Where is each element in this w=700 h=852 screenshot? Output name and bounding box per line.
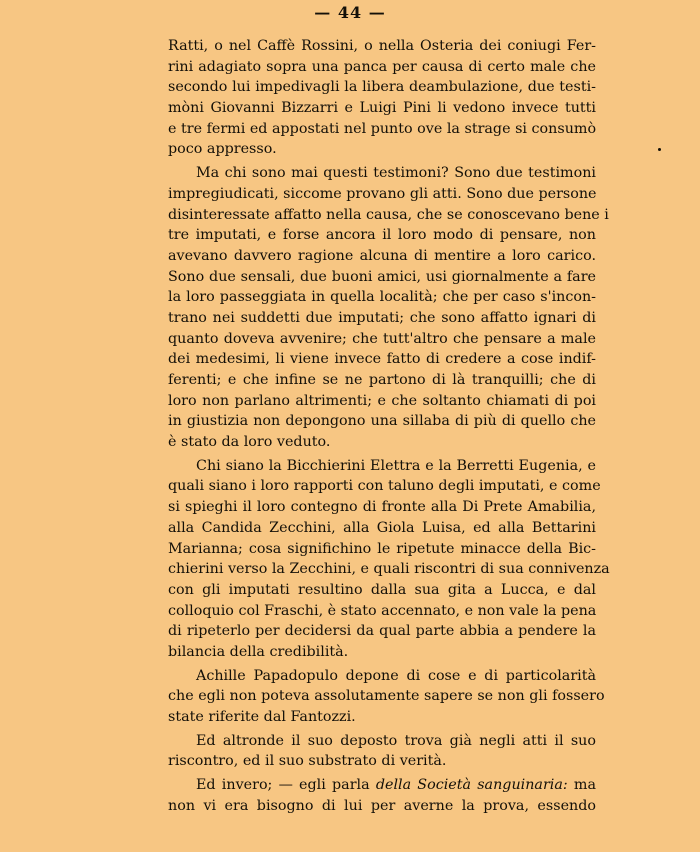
text-line: state riferite dal Fantozzi. — [168, 709, 356, 725]
text-line: Ma chi sono mai questi testimoni? Sono due testimoni — [196, 165, 596, 182]
text-line: trano nei suddetti due imputati; che sono affatto ignari di — [168, 309, 596, 326]
page-number: — 44 — — [314, 3, 386, 22]
italic-phrase: della Società sanguinaria: — [375, 777, 568, 794]
text-line: Ratti, o nel Caffè Rossini, o nella Osteria dei coniugi Fer- — [168, 38, 596, 54]
text-line: bilancia della credibilità. — [168, 643, 349, 660]
text-line: ferenti; e che infine se ne partono di là tranquilli; che di — [168, 372, 596, 388]
text-line: colloquio col Fraschi, è stato accennato, e non vale la pena — [168, 602, 597, 619]
text-line: tre imputati, e forse ancora il loro modo di pensare, non — [168, 227, 596, 244]
text-line: è stato da loro veduto. — [168, 434, 331, 451]
text-line: mòni Giovanni Bizzarri e Luigi Pini li vedono invece tutti — [168, 100, 596, 117]
text-line: che egli non poteva assolutamente sapere se non gli fossero — [168, 688, 605, 705]
paragraph — [168, 775, 596, 816]
text-line: chierini verso la Zecchini, e quali riscontri di sua connivenza — [168, 561, 610, 578]
text-line: si spieghi il loro contegno di fronte alla Di Prete Amabilia, — [168, 499, 596, 516]
text-line: Marianna; cosa significhino le ripetute minacce della Bic- — [168, 540, 596, 557]
text-line: Ed altronde il suo deposto trova già negli atti il suo — [196, 732, 596, 749]
ink-speck — [658, 148, 661, 151]
text-line: avevano davvero ragione alcuna di mentire a loro carico. — [168, 247, 596, 264]
text-line: Sono due sensali, due buoni amici, usi giornalmente a fare — [168, 268, 596, 285]
text-line: quali siano i loro rapporti con taluno degli imputati, e come — [168, 478, 601, 495]
text-line: poco appresso. — [168, 141, 277, 158]
text-line: non vi era bisogno di lui per averne la prova, essendo — [168, 797, 596, 814]
text-line: disinteressate affatto nella causa, che se conoscevano bene i — [168, 206, 609, 223]
text-line: riscontro, ed il suo substrato di verità. — [168, 753, 447, 770]
text-line: dei medesimi, li viene invece fatto di credere a cose indif- — [168, 351, 596, 368]
text-line: di ripeterlo per decidersi da qual parte abbia a pendere la — [168, 623, 596, 640]
paragraph — [168, 666, 605, 728]
text-line: secondo lui impedivagli la libera deambulazione, due testi- — [168, 79, 596, 96]
text-line: Ed invero; — egli parla della Società sanguinaria: ma — [196, 777, 596, 794]
body-text — [168, 36, 610, 816]
text-line: e tre fermi ed appostati nel punto ove la strage si consumò — [168, 120, 597, 137]
text-line: impregiudicati, siccome provano gli atti. Sono due persone — [168, 185, 597, 202]
text-line: quanto doveva avvenire; che tutt'altro che pensare a male — [168, 330, 596, 347]
text-line: Achille Papadopulo depone di cose e di particolarità — [196, 667, 596, 684]
paragraph — [168, 163, 609, 453]
paragraph — [168, 36, 596, 160]
paragraph — [168, 456, 610, 663]
text-line: la loro passeggiata in quella località; che per caso s'incon- — [168, 289, 596, 306]
text-line: in giustizia non depongono una sillaba di più di quello che — [168, 413, 596, 430]
paragraph — [168, 731, 596, 772]
text-line: Chi siano la Bicchierini Elettra e la Berretti Eugenia, e — [196, 457, 596, 474]
text-line: rini adagiato sopra una panca per causa di certo male che — [168, 58, 596, 75]
text-line: con gli imputati resultino dalla sua gita a Lucca, e dal — [168, 581, 596, 598]
text-line: alla Candida Zecchini, alla Giola Luisa, ed alla Bettarini — [168, 519, 596, 536]
text-line: loro non parlano altrimenti; e che soltanto chiamati di poi — [168, 392, 596, 409]
